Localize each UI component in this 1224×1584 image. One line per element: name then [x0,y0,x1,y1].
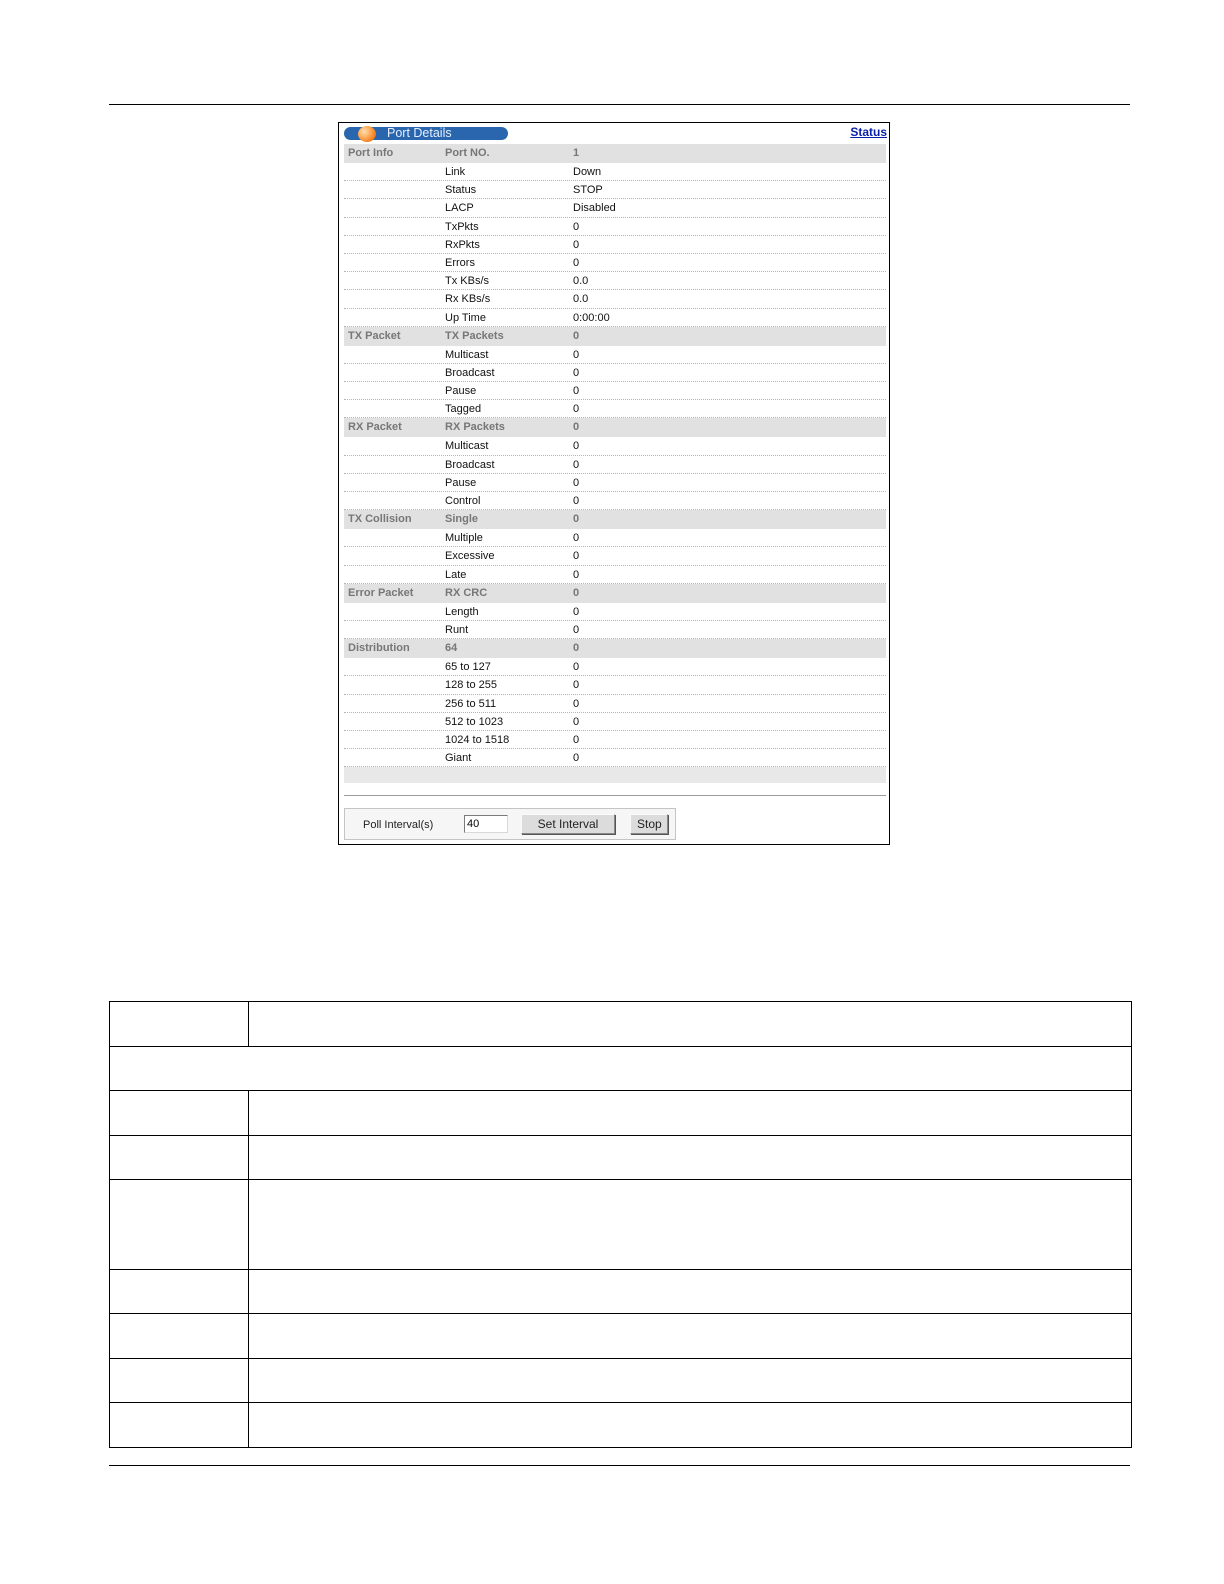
stat-label: RX CRC [445,586,488,599]
status-link[interactable]: Status [850,125,887,139]
section-label: TX Packet [348,329,401,342]
table-row [110,1359,1132,1403]
table-cell [110,1314,249,1359]
stat-label: Port NO. [445,147,490,159]
stat-value: 0 [573,220,580,233]
stat-value: 0 [573,586,580,599]
stat-value: 0.0 [573,293,589,306]
stat-label: Pause [445,385,477,398]
stats-row [344,676,886,694]
stats-row [344,566,886,584]
table-row [110,1180,1132,1270]
stat-label: Tagged [445,403,482,416]
stat-label: TX Packets [445,329,504,342]
stats-row [344,309,886,327]
table-row [110,1136,1132,1180]
table-cell [249,1314,1132,1359]
stat-value: 0 [573,642,580,655]
stats-row [344,547,886,565]
stats-row [344,400,886,418]
stat-label: Pause [445,476,477,489]
stat-value: 0 [573,679,580,692]
table-row [110,1047,1132,1091]
stats-row [344,621,886,639]
stats-row [344,236,886,254]
stat-value: 0 [573,476,580,489]
stat-value: 0 [573,550,580,563]
table-cell [249,1180,1132,1270]
stat-value: Down [573,166,602,178]
stats-footer-row [344,767,886,783]
stat-label: 256 to 511 [445,697,497,710]
stat-label: Broadcast [445,366,495,379]
description-table [109,1001,1132,1448]
poll-interval-bar [344,808,676,840]
stats-row [344,749,886,767]
stats-section-row [344,510,886,529]
section-label: TX Collision [348,513,412,526]
stat-value: 1 [573,147,580,159]
stat-label: TxPkts [445,220,479,233]
stat-value: 0 [573,238,580,251]
stats-row [344,713,886,731]
table-cell [249,1359,1132,1403]
stat-label: Rx KBs/s [445,293,491,306]
stats-section-row [344,639,886,658]
stats-row [344,731,886,749]
stats-row [344,456,886,474]
panel-title-bar [344,127,508,140]
stat-value: 0 [573,366,580,379]
panel-title: Port Details [387,126,452,140]
table-row [110,1314,1132,1359]
stat-value: 0 [573,661,580,674]
stat-value: Disabled [573,202,616,215]
poll-interval-input[interactable] [464,815,508,833]
stat-label: Errors [445,256,475,269]
stat-label: Tx KBs/s [445,275,490,288]
stat-value: 0 [573,495,580,507]
table-cell [110,1136,249,1180]
stat-value: 0 [573,532,580,545]
stat-value: STOP [573,184,603,197]
port-stats-table [344,144,886,783]
table-cell [110,1047,1132,1091]
stat-value: 0 [573,605,580,618]
stat-value: 0.0 [573,275,589,288]
stats-row [344,181,886,199]
stat-label: Runt [445,623,469,636]
stat-label: Excessive [445,550,495,563]
stat-value: 0:00:00 [573,311,610,324]
stats-row [344,254,886,272]
stat-value: 0 [573,385,580,398]
table-cell [249,1091,1132,1136]
table-row [110,1403,1132,1448]
footer-rule [109,1465,1130,1466]
section-label: Port Info [348,147,394,159]
panel-divider [344,795,886,796]
stats-section-row [344,144,886,163]
stat-label: RX Packets [445,421,505,434]
table-row [110,1091,1132,1136]
stat-value: 0 [573,568,580,581]
stat-label: Multicast [445,440,489,453]
stat-label: 128 to 255 [445,679,497,692]
stats-row [344,218,886,236]
table-cell [110,1180,249,1270]
stat-value: 0 [573,403,580,416]
table-cell [249,1403,1132,1448]
stat-label: Link [445,166,466,178]
stats-section-row [344,327,886,346]
poll-interval-label: Poll Interval(s) [363,819,434,831]
stat-label: 1024 to 1518 [445,733,510,746]
table-cell [110,1359,249,1403]
section-label: Distribution [348,642,410,655]
table-cell [110,1091,249,1136]
stats-row [344,199,886,217]
stat-label: 512 to 1023 [445,715,504,728]
set-interval-button[interactable]: Set Interval [521,814,615,834]
stat-value: 0 [573,458,580,471]
stat-label: Giant [445,752,472,765]
stats-row [344,290,886,308]
table-cell [249,1002,1132,1047]
stats-row [344,364,886,382]
stat-label: LACP [445,202,474,215]
stats-row [344,474,886,492]
stats-row [344,163,886,181]
stat-value: 0 [573,623,580,636]
stat-value: 0 [573,715,580,728]
stat-label: Control [445,495,481,507]
stat-label: Single [445,513,479,526]
stat-value: 0 [573,513,580,526]
stat-label: Late [445,568,467,581]
stat-label: Length [445,605,479,618]
stat-value: 0 [573,329,580,342]
table-cell [110,1002,249,1047]
stat-value: 0 [573,697,580,710]
stat-value: 0 [573,752,580,765]
table-cell [110,1403,249,1448]
stat-label: Multicast [445,348,489,361]
stat-value: 0 [573,733,580,746]
stat-label: Broadcast [445,458,495,471]
stat-value: 0 [573,440,580,453]
stats-row [344,382,886,400]
header-rule [109,104,1130,105]
table-row [110,1270,1132,1314]
stat-label: Status [445,184,477,197]
table-cell [249,1270,1132,1314]
stats-row [344,603,886,621]
stats-row [344,529,886,547]
port-details-panel [338,122,890,845]
section-label: Error Packet [348,586,414,599]
table-cell [249,1136,1132,1180]
orange-ball-icon [358,126,376,142]
table-cell [110,1270,249,1314]
stats-row [344,272,886,290]
stat-label: 64 [445,642,458,655]
stat-label: Up Time [445,311,486,324]
stats-section-row [344,418,886,437]
stats-section-row [344,584,886,603]
stat-label: Multiple [445,532,483,545]
section-label: RX Packet [348,421,402,434]
stats-row [344,492,886,510]
stop-button[interactable]: Stop [630,814,668,834]
stat-label: RxPkts [445,238,480,251]
stats-row [344,346,886,364]
table-row [110,1002,1132,1047]
stats-row [344,695,886,713]
stats-row [344,437,886,455]
stat-value: 0 [573,256,580,269]
stat-label: 65 to 127 [445,661,491,674]
stat-value: 0 [573,421,580,434]
stat-value: 0 [573,348,580,361]
stats-row [344,658,886,676]
